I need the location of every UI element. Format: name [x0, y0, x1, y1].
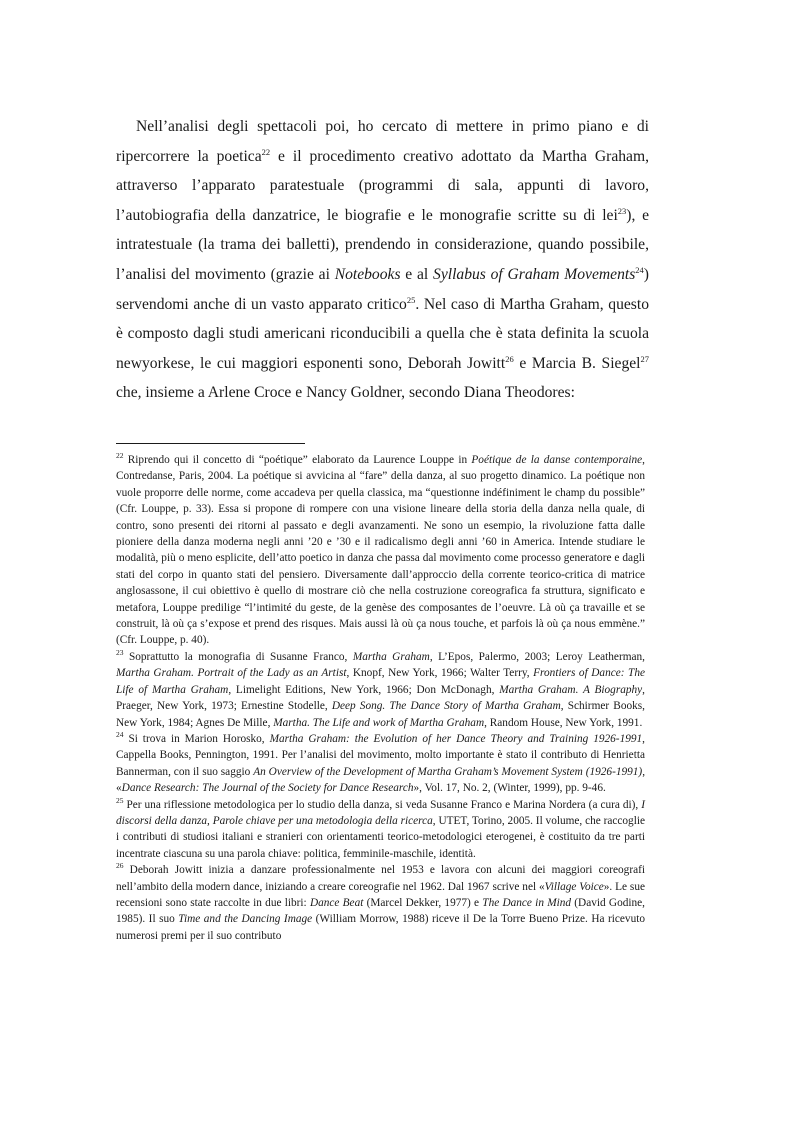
- footnote-ref-25[interactable]: 25: [406, 294, 416, 305]
- body-text-run: ) servendomi anche di un vasto apparato critico: [116, 265, 649, 313]
- footnote-italic-title: Martha Graham: the Evolution of her Dance Theory and Training 1926-1991: [269, 732, 643, 745]
- footnote-ref-27[interactable]: 27: [640, 353, 650, 364]
- footnote-text: , Random House, New York, 1991.: [484, 716, 643, 729]
- footnote-text: (William Morrow, 1988) riceve il De la Torre Bueno Prize. Ha ricevuto numerosi premi per il suo contributo: [116, 913, 646, 942]
- body-italic-title: Notebooks: [334, 265, 401, 283]
- body-italic-title: Syllabus of Graham Movements: [433, 265, 636, 283]
- footnote-number: 25: [116, 795, 124, 805]
- footnote-separator: [116, 443, 305, 444]
- footnote-text: , Contredanse, Paris, 2004. La poétique si avvicina al “fare” della danza, al suo progetto dinamico. La poétique non vuole proporre delle norme, come accadeva per quella classica, ma “questionne indéfiniment le champ du possible” (Cfr. Louppe, p. 33). Essa si propone di rompere con una visione lineare della storia della danza nella quale, di contro, sono presenti dei ritorni al passato e degli avanzamenti. Ne sono un esempio, la rivoluzione fatta dalle pioniere della danza moderna negli anni ’20 e ’30 e il radicalismo degli anni ’60 in America. Intende studiare le modalità, più o meno esplicite, dell’atto poetico in danza che passa dal movimento come processo generatore e dagli stati del corpo in quanto stati del pensiero. Diversamente dall’approccio della corrente teorico-critica di matrice anglosassone, il cui obiettivo è quello di mostrare ciò che nella costruzione coreografica fa struttura, significato e metafora, Louppe predilige “l’intimité du geste, de la genèse des composantes de l’oeuvre. Là où ça travaille et se construit, là où ça s’expose et prend des risques. Mais aussi là où ça nous touche, et parfois là où ça nous emmène.” (Cfr. Louppe, p. 40).: [116, 454, 645, 647]
- footnote-text: , L’Epos, Palermo, 2003; Leroy Leatherman,: [429, 650, 645, 663]
- footnote-text: , Schirmer Books, New York, 1984; Agnes De Mille,: [116, 700, 645, 729]
- body-text-run: ), e intratestuale (la trama dei balletti), prendendo in considerazione, quando possibile, l’analisi del movimento (grazie ai: [116, 206, 649, 283]
- footnote-text: », Vol. 17, No. 2, (Winter, 1999), pp. 9-46.: [413, 782, 606, 795]
- footnote-text: Si trova in Marion Horosko,: [123, 732, 270, 745]
- footnote-italic-title: Dance Research: The Journal of the Society for Dance Research: [121, 782, 414, 795]
- footnote-italic-title: Village Voice: [544, 880, 604, 893]
- body-text-run: . Nel caso di Martha Graham, questo è composto dagli studi americani riconducibili a quella che è stata definita la scuola newyorkese, le cui maggiori esponenti sono, Deborah Jowitt: [116, 295, 649, 372]
- footnote-text: ». Le sue recensioni sono state raccolte in due libri:: [116, 880, 645, 909]
- footnote-text: , Cappella Books, Pennington, 1991. Per l’analisi del movimento, molto importante è stato il contributo di Henrietta Bannerman, con il suo saggio: [116, 732, 645, 778]
- footnote-number: 24: [116, 729, 124, 739]
- footnote-text: , Knopf, New York, 1966; Walter Terry,: [346, 667, 534, 680]
- footnote-text: , Limelight Editions, New York, 1966; Don McDonagh,: [228, 683, 500, 696]
- footnote-ref-23[interactable]: 23: [617, 205, 627, 216]
- footnote-text: Deborah Jowitt inizia a danzare professionalmente nel 1953 e lavora con alcuni dei maggiori coreografi nell’ambito della modern dance, iniziando a creare coreografie nel 1962. Dal 1967 scrive nel «: [116, 864, 645, 893]
- footnote-italic-title: An Overview of the Development of Martha Graham’s Movement System (1926-1991): [253, 765, 643, 778]
- footnote-italic-title: I discorsi della danza, Parole chiave per una metodologia della ricerca: [116, 798, 645, 827]
- body-text-run: e il procedimento creativo adottato da Martha Graham, attraverso l’apparato paratestuale (programmi di sala, appunti di lavoro, l’autobiografia della danzatrice, le biografie e le monografie scritte su di lei: [116, 147, 649, 224]
- body-paragraph-text: [116, 112, 649, 408]
- body-text-run: e al: [400, 265, 434, 283]
- footnote-ref-22[interactable]: 22: [261, 146, 271, 157]
- footnote-text: (David Godine, 1985). Il suo: [116, 896, 645, 926]
- body-text-run: Nell’analisi degli spettacoli poi, ho cercato di mettere in primo piano e di ripercorrere la poetica: [116, 118, 649, 165]
- footnote-ref-24[interactable]: 24: [635, 264, 644, 275]
- footnotes-section: [116, 452, 645, 944]
- footnote-24: [116, 731, 645, 797]
- body-text-run: e Marcia B. Siegel: [513, 354, 641, 372]
- footnote-italic-title: Dance Beat: [309, 896, 364, 909]
- footnote-italic-title: Martha Graham. A Biography: [499, 683, 643, 696]
- footnote-ref-26[interactable]: 26: [505, 353, 514, 364]
- footnote-italic-title: Martha Graham. Portrait of the Lady as an Artist: [116, 667, 347, 680]
- footnote-text: Riprendo qui il concetto di “poétique” elaborato da Laurence Louppe in: [123, 454, 472, 466]
- footnote-italic-title: Deep Song. The Dance Story of Martha Graham: [331, 700, 561, 713]
- footnote-italic-title: Time and the Dancing Image: [178, 913, 313, 926]
- footnote-text: , UTET, Torino, 2005. Il volume, che raccoglie i contributi di studiosi italiani e stranieri con orientamenti teorico-metodologici eterogenei, è costituito da tre parti incentrate ciascuna su una parola chiave: politica, femminile-maschile, identità.: [116, 814, 645, 860]
- footnote-italic-title: Martha Graham: [352, 650, 430, 663]
- footnote-text: Per una riflessione metodologica per lo studio della danza, si veda Susanne Franco e Marina Nordera (a cura di),: [123, 798, 642, 811]
- footnote-text: , Praeger, New York, 1973; Ernestine Stodelle,: [116, 683, 645, 713]
- body-text-run: che, insieme a Arlene Croce e Nancy Goldner, secondo Diana Theodores:: [116, 384, 575, 402]
- footnote-text: , «: [116, 765, 646, 795]
- footnote-number: 22: [116, 451, 124, 460]
- footnote-italic-title: Martha. The Life and work of Martha Graham: [273, 716, 485, 729]
- footnote-22: [116, 452, 645, 649]
- footnote-number: 23: [116, 647, 124, 657]
- body-paragraph: [116, 112, 649, 408]
- footnote-23: [116, 649, 645, 731]
- footnote-text: (Marcel Dekker, 1977) e: [363, 896, 483, 909]
- footnote-italic-title: Poétique de la danse contemporaine: [471, 454, 643, 466]
- footnote-text: Soprattutto la monografia di Susanne Franco,: [123, 650, 353, 663]
- footnote-number: 26: [116, 861, 124, 871]
- footnote-italic-title: Frontiers of Dance: The Life of Martha Graham: [116, 667, 645, 696]
- footnote-25: [116, 797, 645, 863]
- footnote-26: [116, 862, 645, 944]
- footnote-italic-title: The Dance in Mind: [482, 896, 572, 909]
